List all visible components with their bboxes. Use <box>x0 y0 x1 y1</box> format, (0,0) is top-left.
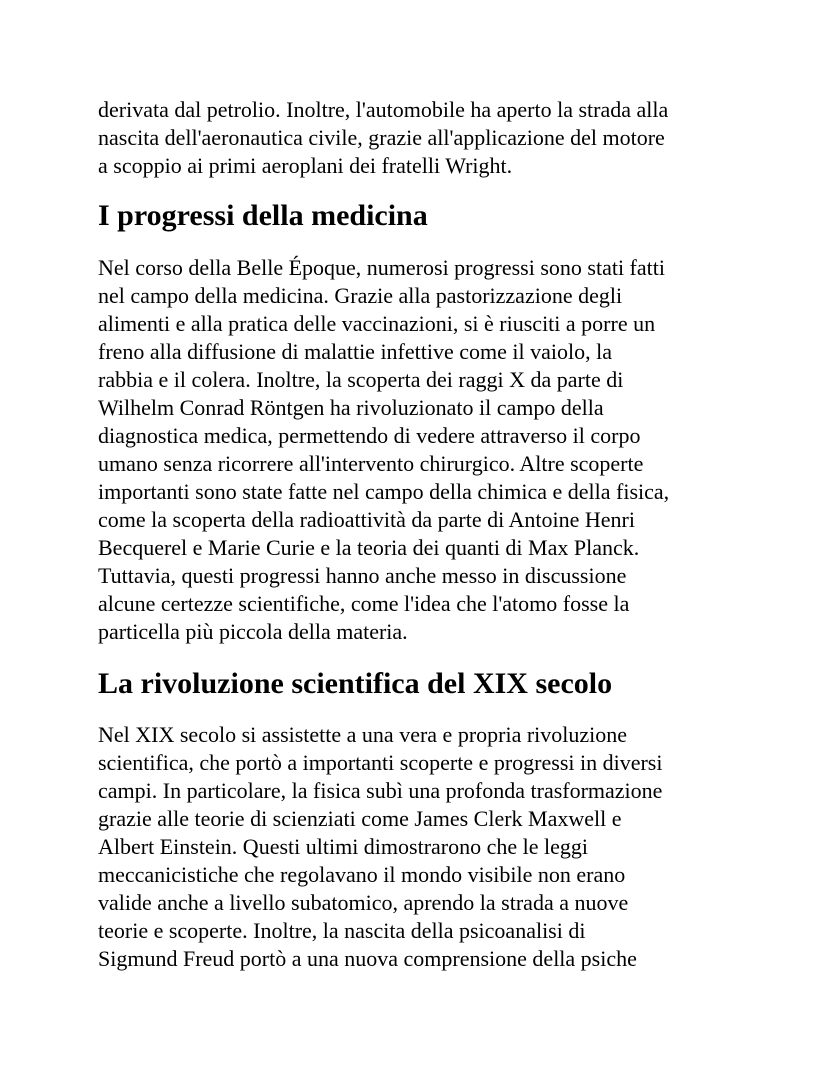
text-line: importanti sono state fatte nel campo della chimica e della fisica, <box>98 479 670 504</box>
text-line: teorie e scoperte. Inoltre, la nascita della psicoanalisi di <box>98 918 586 943</box>
text-line: scientifica, che portò a importanti scoperte e progressi in diversi <box>98 750 663 775</box>
text-line: nascita dell'aeronautica civile, grazie all'applicazione del motore <box>98 125 665 150</box>
text-line: Albert Einstein. Questi ultimi dimostrarono che le leggi <box>98 834 589 859</box>
medicine-heading-block <box>98 198 798 234</box>
text-line: Nel XIX secolo si assistette a una vera e propria rivoluzione <box>98 722 628 747</box>
section-heading-medicine: I progressi della medicina <box>98 199 428 232</box>
text-line: campi. In particolare, la fisica subì una profonda trasformazione <box>98 778 663 803</box>
text-line: Tuttavia, questi progressi hanno anche messo in discussione <box>98 563 627 588</box>
text-line: umano senza ricorrere all'intervento chirurgico. Altre scoperte <box>98 451 644 476</box>
text-line: come la scoperta della radioattività da parte di Antoine Henri <box>98 507 635 532</box>
text-line: rabbia e il colera. Inoltre, la scoperta dei raggi X da parte di <box>98 367 624 392</box>
text-line: freno alla diffusione di malattie infettive come il vaiolo, la <box>98 339 612 364</box>
text-line: Becquerel e Marie Curie e la teoria dei quanti di Max Planck. <box>98 535 640 560</box>
text-line: alimenti e alla pratica delle vaccinazioni, si è riusciti a porre un <box>98 311 656 336</box>
revolution-paragraph <box>98 721 798 973</box>
text-line: Nel corso della Belle Époque, numerosi progressi sono stati fatti <box>98 255 665 280</box>
text-line: particella più piccola della materia. <box>98 619 408 644</box>
text-line: alcune certezze scientifiche, come l'idea che l'atomo fosse la <box>98 591 630 616</box>
intro-paragraph <box>98 96 798 180</box>
text-line: grazie alle teorie di scienziati come James Clerk Maxwell e <box>98 806 622 831</box>
text-line: derivata dal petrolio. Inoltre, l'automobile ha aperto la strada alla <box>98 97 669 122</box>
text-line: valide anche a livello subatomico, aprendo la strada a nuove <box>98 890 629 915</box>
medicine-paragraph <box>98 254 798 646</box>
text-line: meccanicistiche che regolavano il mondo visibile non erano <box>98 862 626 887</box>
text-line: Wilhelm Conrad Röntgen ha rivoluzionato il campo della <box>98 395 604 420</box>
text-line: a scoppio ai primi aeroplani dei fratelli Wright. <box>98 153 513 178</box>
text-line: diagnostica medica, permettendo di vedere attraverso il corpo <box>98 423 641 448</box>
revolution-heading-block <box>98 666 798 702</box>
text-line: nel campo della medicina. Grazie alla pastorizzazione degli <box>98 283 623 308</box>
text-line: Sigmund Freud portò a una nuova comprensione della psiche <box>98 946 637 971</box>
section-heading-revolution: La rivoluzione scientifica del XIX secolo <box>98 667 613 700</box>
